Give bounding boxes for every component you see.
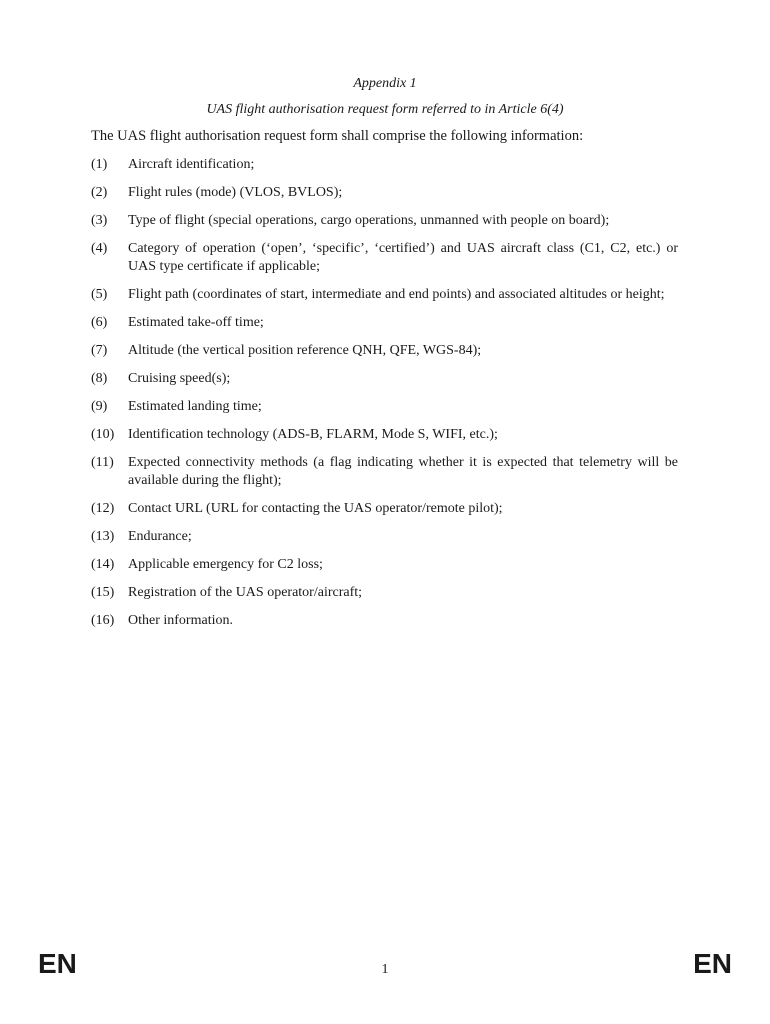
list-item bbox=[91, 454, 691, 490]
list-item bbox=[91, 528, 691, 546]
language-code-right: EN bbox=[693, 948, 732, 979]
item-number: (10) bbox=[91, 427, 115, 442]
item-text: Contact URL (URL for contacting the UAS operator/remote pilot); bbox=[128, 501, 503, 516]
item-text: Applicable emergency for C2 loss; bbox=[128, 557, 323, 572]
item-text: Other information. bbox=[128, 613, 233, 628]
page-number: 1 bbox=[381, 962, 389, 977]
list-item bbox=[91, 500, 691, 518]
list-item bbox=[91, 156, 691, 174]
item-number: (16) bbox=[91, 613, 115, 628]
item-text: Estimated landing time; bbox=[128, 399, 262, 414]
list-item bbox=[91, 342, 691, 360]
item-number: (9) bbox=[91, 399, 108, 414]
item-text: Altitude (the vertical position reference QNH, QFE, WGS-84); bbox=[128, 343, 482, 358]
list-item bbox=[91, 212, 691, 230]
item-text: Cruising speed(s); bbox=[128, 371, 231, 386]
list-item bbox=[91, 556, 691, 574]
list-item bbox=[91, 286, 691, 304]
item-number: (13) bbox=[91, 529, 115, 544]
item-number: (4) bbox=[91, 241, 108, 256]
item-number: (1) bbox=[91, 157, 108, 172]
information-list bbox=[91, 156, 691, 640]
list-item bbox=[91, 240, 691, 276]
item-number: (8) bbox=[91, 371, 108, 386]
item-text: Flight path (coordinates of start, intermediate and end points) and associated altitudes or height; bbox=[128, 287, 665, 302]
list-item bbox=[91, 426, 691, 444]
item-number: (6) bbox=[91, 315, 108, 330]
item-text: Aircraft identification; bbox=[128, 157, 255, 172]
list-item bbox=[91, 184, 691, 202]
item-text: Category of operation (‘open’, ‘specific’, ‘certified’) and UAS aircraft class (C1, C2, etc.) or UAS type certificate if applicable; bbox=[128, 241, 678, 274]
list-item bbox=[91, 370, 691, 388]
list-item bbox=[91, 398, 691, 416]
list-item bbox=[91, 612, 691, 630]
intro-paragraph: The UAS flight authorisation request form shall comprise the following information: bbox=[91, 128, 584, 144]
item-text: Endurance; bbox=[128, 529, 192, 544]
appendix-title: Appendix 1 bbox=[353, 76, 417, 91]
item-text: Expected connectivity methods (a flag indicating whether it is expected that telemetry will be available during the flight); bbox=[128, 455, 678, 488]
item-text: Type of flight (special operations, cargo operations, unmanned with people on board); bbox=[128, 213, 610, 228]
item-number: (15) bbox=[91, 585, 115, 600]
language-code-left: EN bbox=[38, 948, 77, 979]
list-item bbox=[91, 314, 691, 332]
item-number: (3) bbox=[91, 213, 108, 228]
item-number: (2) bbox=[91, 185, 108, 200]
list-item bbox=[91, 584, 691, 602]
item-number: (12) bbox=[91, 501, 115, 516]
item-text: Flight rules (mode) (VLOS, BVLOS); bbox=[128, 185, 343, 200]
item-text: Estimated take-off time; bbox=[128, 315, 264, 330]
item-text: Identification technology (ADS-B, FLARM, Mode S, WIFI, etc.); bbox=[128, 427, 498, 442]
item-number: (7) bbox=[91, 343, 108, 358]
item-text: Registration of the UAS operator/aircraft; bbox=[128, 585, 363, 600]
item-number: (5) bbox=[91, 287, 108, 302]
appendix-subtitle: UAS flight authorisation request form referred to in Article 6(4) bbox=[206, 102, 564, 117]
item-number: (14) bbox=[91, 557, 115, 572]
item-number: (11) bbox=[91, 455, 114, 470]
